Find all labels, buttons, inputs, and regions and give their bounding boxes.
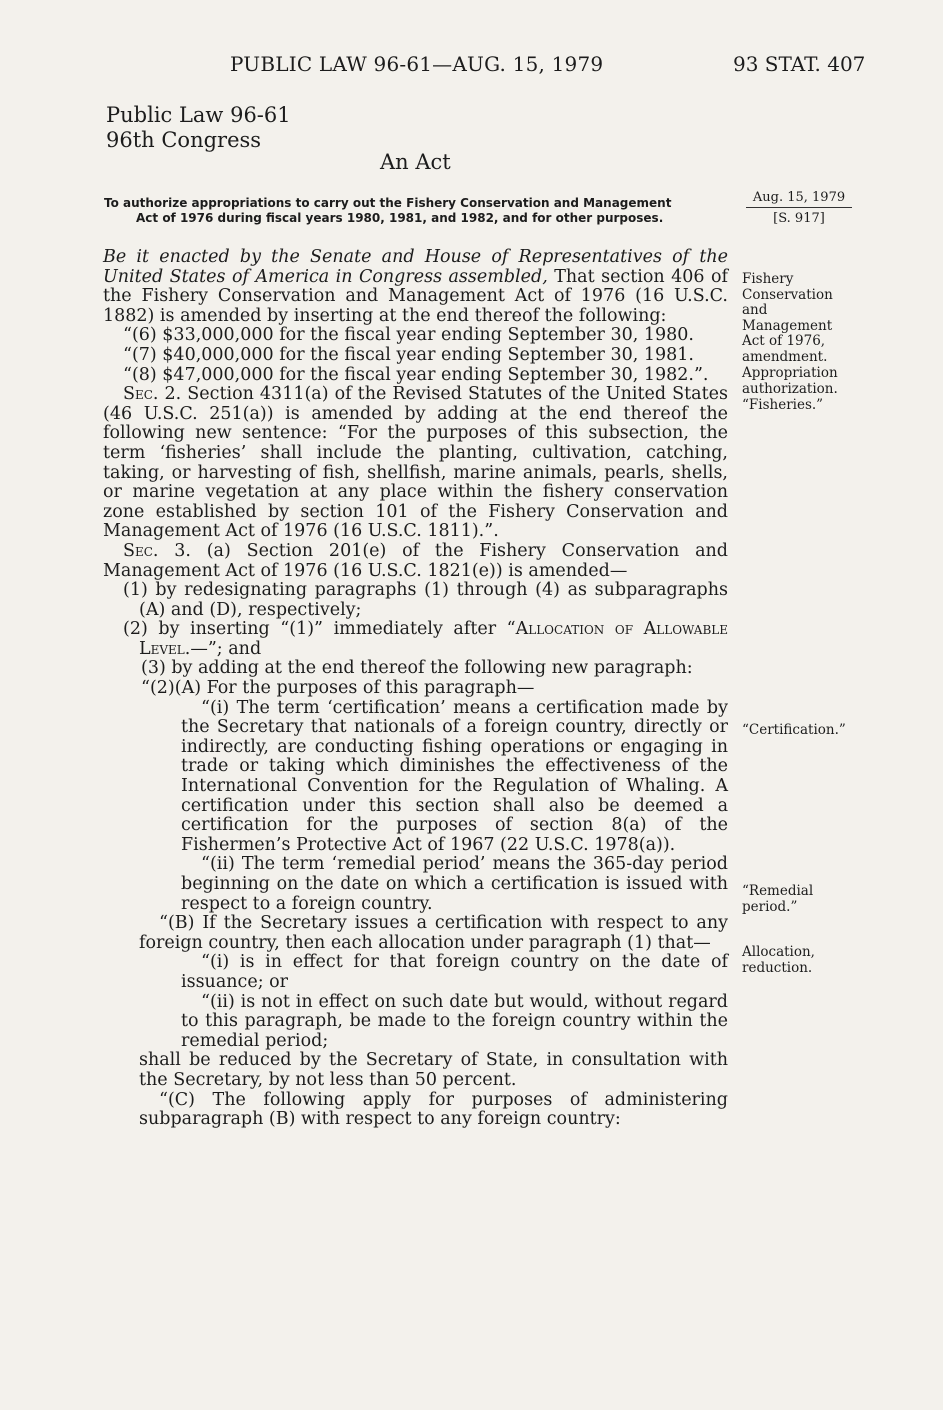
paragraph-6: “(6) $33,000,000 for the fiscal year ending September 30, 1980. [123, 325, 694, 346]
running-header: PUBLIC LAW 96-61—AUG. 15, 1979 [230, 52, 604, 76]
act-title: An Act [380, 150, 451, 174]
amendment-2 [103, 620, 728, 659]
margin-line: reduction. [742, 959, 813, 976]
page-number: 93 STAT. 407 [733, 52, 866, 76]
section-3-text: (a) Section 201(e) of the Fishery Conservation and Management Act of 1976 (16 U.S.C. 1821(e)) is amended— [103, 540, 728, 581]
enacting-clause [103, 248, 728, 326]
margin-note-fisheries: “Fisheries.” [742, 397, 824, 413]
purpose-line-2: Act of 1976 during fiscal years 1980, 1981, and 1982, and for other purposes. [136, 211, 664, 225]
amendment-2-text: (2) by inserting “(1)” immediately after “ [123, 619, 516, 640]
subparagraph-B-i: “(i) is in effect for that foreign country on the date of issuance; or [181, 952, 728, 992]
paragraph-8: “(8) $47,000,000 for the fiscal year ending September 30, 1982.”. [123, 364, 709, 385]
law-number: Public Law 96-61 [106, 103, 291, 127]
margin-line: Appropriation [742, 365, 838, 381]
clause-ii-remedial-period: “(ii) The term ‘remedial period’ means the 365-day period beginning on the date on which a certification is issued with respect to a foreign country. [181, 854, 728, 914]
amendment-2-heading: Allocation of Allowable Level [139, 619, 728, 659]
margin-line: Act of 1976, [742, 333, 826, 349]
purpose-clause [104, 196, 729, 226]
reduction-clause: shall be reduced by the Secretary of State, in consultation with the Secretary, by not less than 50 percent. [139, 1050, 728, 1090]
law-citation [106, 103, 291, 153]
section-2 [103, 385, 728, 542]
margin-note-remedial-period [742, 884, 813, 915]
subparagraph-B-ii: “(ii) is not in effect on such date but would, without regard to this paragraph, be made to the foreign country within the remedial period; [181, 991, 728, 1051]
margin-line: authorization. [742, 380, 838, 397]
paragraph-2A: “(2)(A) For the purposes of this paragraph— [141, 678, 535, 699]
bill-number: [S. 917] [773, 211, 825, 226]
margin-note-allocation [742, 945, 815, 976]
margin-line: and [742, 302, 768, 318]
amendment-2-end: .—”; and [184, 638, 262, 659]
enactment-date: Aug. 15, 1979 [746, 190, 852, 208]
margin-note-fishery-act [742, 272, 833, 365]
subparagraph-B: “(B) If the Secretary issues a certification with respect to any foreign country, then each allocation under paragraph (1) that— [139, 913, 728, 953]
section-2-text: Section 4311(a) of the Revised Statutes of the United States (46 U.S.C. 251(a)) is amended by adding at the end thereof the following new sentence: “For the purposes of this subsection, the term ‘fisheries’ shall include the planting, cultivation, catching, taking, or harvesting of fish, shellfish, marine animals, pearls, shells, or marine vegetation at any place within the fishery conservation zone established by section 101 of the Fishery Conservation and Management Act of 1976 (16 U.S.C. 1811).”. [103, 384, 728, 542]
margin-line: Fishery [742, 271, 794, 287]
enacting-text: That section 406 of the Fishery Conservation and Management Act of 1976 (16 U.S.C. 1882) is amended by inserting at the end thereof the following: [103, 266, 728, 326]
enacting-formula: Be it enacted by the Senate and House of Representatives of the United States of America in Congress assembled, [103, 247, 728, 287]
margin-line: Allocation, [742, 944, 815, 960]
margin-note-appropriation [742, 366, 838, 397]
section-3-label: Sec. 3. [123, 540, 191, 561]
margin-line: amendment. [742, 348, 828, 365]
clause-i-certification: “(i) The term ‘certification’ means a certification made by the Secretary that nationals of a foreign country, directly or indirectly, are conducting fishing operations or engaging in trade or taking which diminishes the effectiveness of the International Convention for the Regulation of Whaling. A certification under this section shall also be deemed a certification for the purposes of section 8(a) of the Fishermen’s Protective Act of 1967 (22 U.S.C. 1978(a)). [181, 697, 728, 855]
section-3 [103, 542, 728, 581]
congress: 96th Congress [106, 128, 262, 152]
margin-note-certification: “Certification.” [742, 722, 846, 738]
section-2-label: Sec. 2. [123, 384, 182, 405]
margin-line: Management [742, 317, 833, 334]
margin-line: period.” [742, 898, 798, 915]
paragraph-7: “(7) $40,000,000 for the fiscal year ending September 30, 1981. [123, 344, 694, 365]
margin-line: “Remedial [742, 883, 814, 899]
statute-body [103, 248, 728, 1130]
amendment-3: (3) by adding at the end thereof the following new paragraph: [141, 658, 693, 679]
purpose-line-1: To authorize appropriations to carry out the Fishery Conservation and Management [104, 196, 672, 210]
amendment-1: (1) by redesignating paragraphs (1) through (4) as subparagraphs (A) and (D), respectively; [123, 580, 728, 620]
margin-line: Conservation [742, 286, 833, 303]
subparagraph-C: “(C) The following apply for purposes of administering subparagraph (B) with respect to any foreign country: [139, 1089, 728, 1130]
margin-date [746, 190, 852, 226]
